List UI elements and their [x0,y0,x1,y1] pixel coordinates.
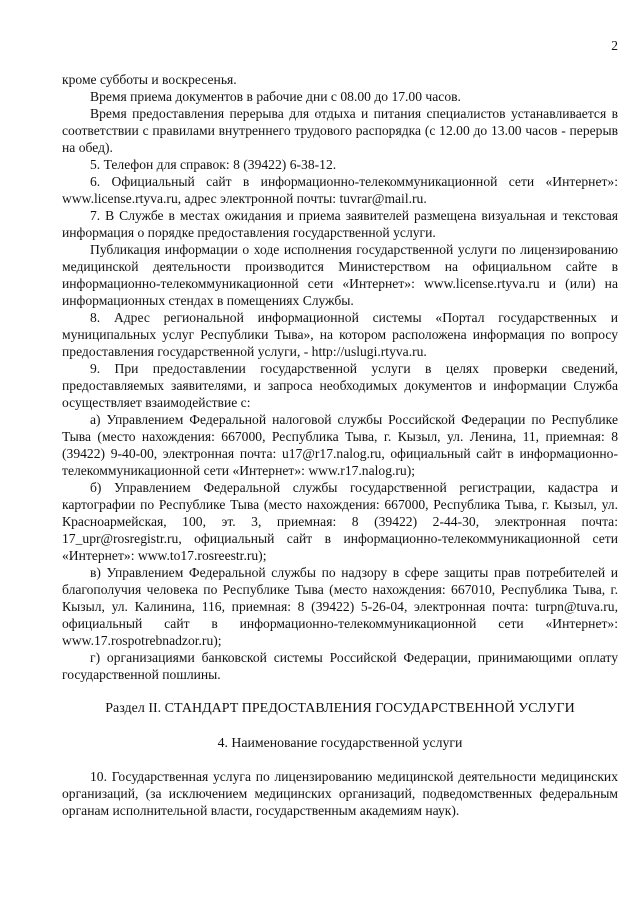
section-title: Раздел II. СТАНДАРТ ПРЕДОСТАВЛЕНИЯ ГОСУДАРСТВЕННОЙ УСЛУГИ [105,701,575,716]
paragraph-tax-service: а) Управлением Федеральной налоговой службы Российской Федерации по Республике Тыва (место нахождения: 667000, Республика Тыва, г. Кызыл, ул. Ленина, 11, приемная: 8 (39422) 9-40-00, электронная почта: u17@r17.nalog.ru, официальный сайт в информационно-телекоммуникационной сети «Интернет»: www.r17.nalog.ru); [62,412,618,478]
paragraph-publication: Публикация информации о ходе исполнения государственной услуги по лицензированию медицинской деятельности производится Министерством на официальном сайте в информационно-телекоммуникационной сети «Интернет»: www.license.rtyva.ru и (или) на информационных стендах в помещениях Службы. [62,242,618,308]
paragraph-banks: г) организациями банковской системы Российской Федерации, принимающими оплату государственной пошлины. [62,650,618,682]
paragraph-phone: 5. Телефон для справок: 8 (39422) 6-38-12. [90,157,337,172]
paragraph-rosreestr: б) Управлением Федеральной службы государственной регистрации, кадастра и картографии по Республике Тыва (место нахождения: 667000, Республика Тыва, г. Кызыл, ул. Красноармейская, 100, эт. 3, приемная: 8 (39422) 2-44-30, электронная почта: 17_upr@rosregistr.ru, официальный сайт в информационно-телекоммуникационной сети «Интернет»: www.to17.rosreestr.ru); [62,480,618,563]
page-number: 2 [611,38,618,53]
paragraph-break-time: Время предоставления перерыва для отдыха и питания специалистов устанавливается в соответствии с правилами внутреннего трудового распорядка (с 12.00 до 13.00 часов - перерыв на обед). [62,106,618,155]
paragraph-interaction: 9. При предоставлении государственной услуги в целях проверки сведений, предоставляемых заявителями, и запроса необходимых документов и информации Служба осуществляет взаимодействие с: [62,361,618,410]
document-body [62,71,618,819]
paragraph-visual-info: 7. В Службе в местах ожидания и приема заявителей размещена визуальная и текстовая информация о порядке предоставления государственной услуги. [62,208,618,240]
paragraph-rospotrebnadzor: в) Управлением Федеральной службы по надзору в сфере защиты прав потребителей и благополучия человека по Республике Тыва (место нахождения: 667010, Республика Тыва, г. Кызыл, ул. Калинина, 116, приемная: 8 (39422) 5-26-04, электронная почта: turpn@tuva.ru, официальный сайт в информационно-телекоммуникационной сети «Интернет»: www.17.rospotrebnadzor.ru); [62,565,618,648]
paragraph-continuation: кроме субботы и воскресенья. [62,72,237,87]
subsection-title: 4. Наименование государственной услуги [217,735,463,750]
paragraph-service-name: 10. Государственная услуга по лицензированию медицинской деятельности медицинских организаций, (за исключением медицинских организаций, подведомственных федеральным органам исполнительной власти, государственным академиям наук). [62,769,618,818]
paragraph-document-hours: Время приема документов в рабочие дни с 08.00 до 17.00 часов. [90,89,461,104]
paragraph-portal-address: 8. Адрес региональной информационной системы «Портал государственных и муниципальных услуг Республики Тыва», на котором расположена информация по вопросу предоставления государственной услуги, - http://uslugi.rtyva.ru. [62,310,618,359]
paragraph-website: 6. Официальный сайт в информационно-телекоммуникационной сети «Интернет»: www.license.rtyva.ru, адрес электронной почты: tuvrar@mail.ru. [62,174,618,206]
